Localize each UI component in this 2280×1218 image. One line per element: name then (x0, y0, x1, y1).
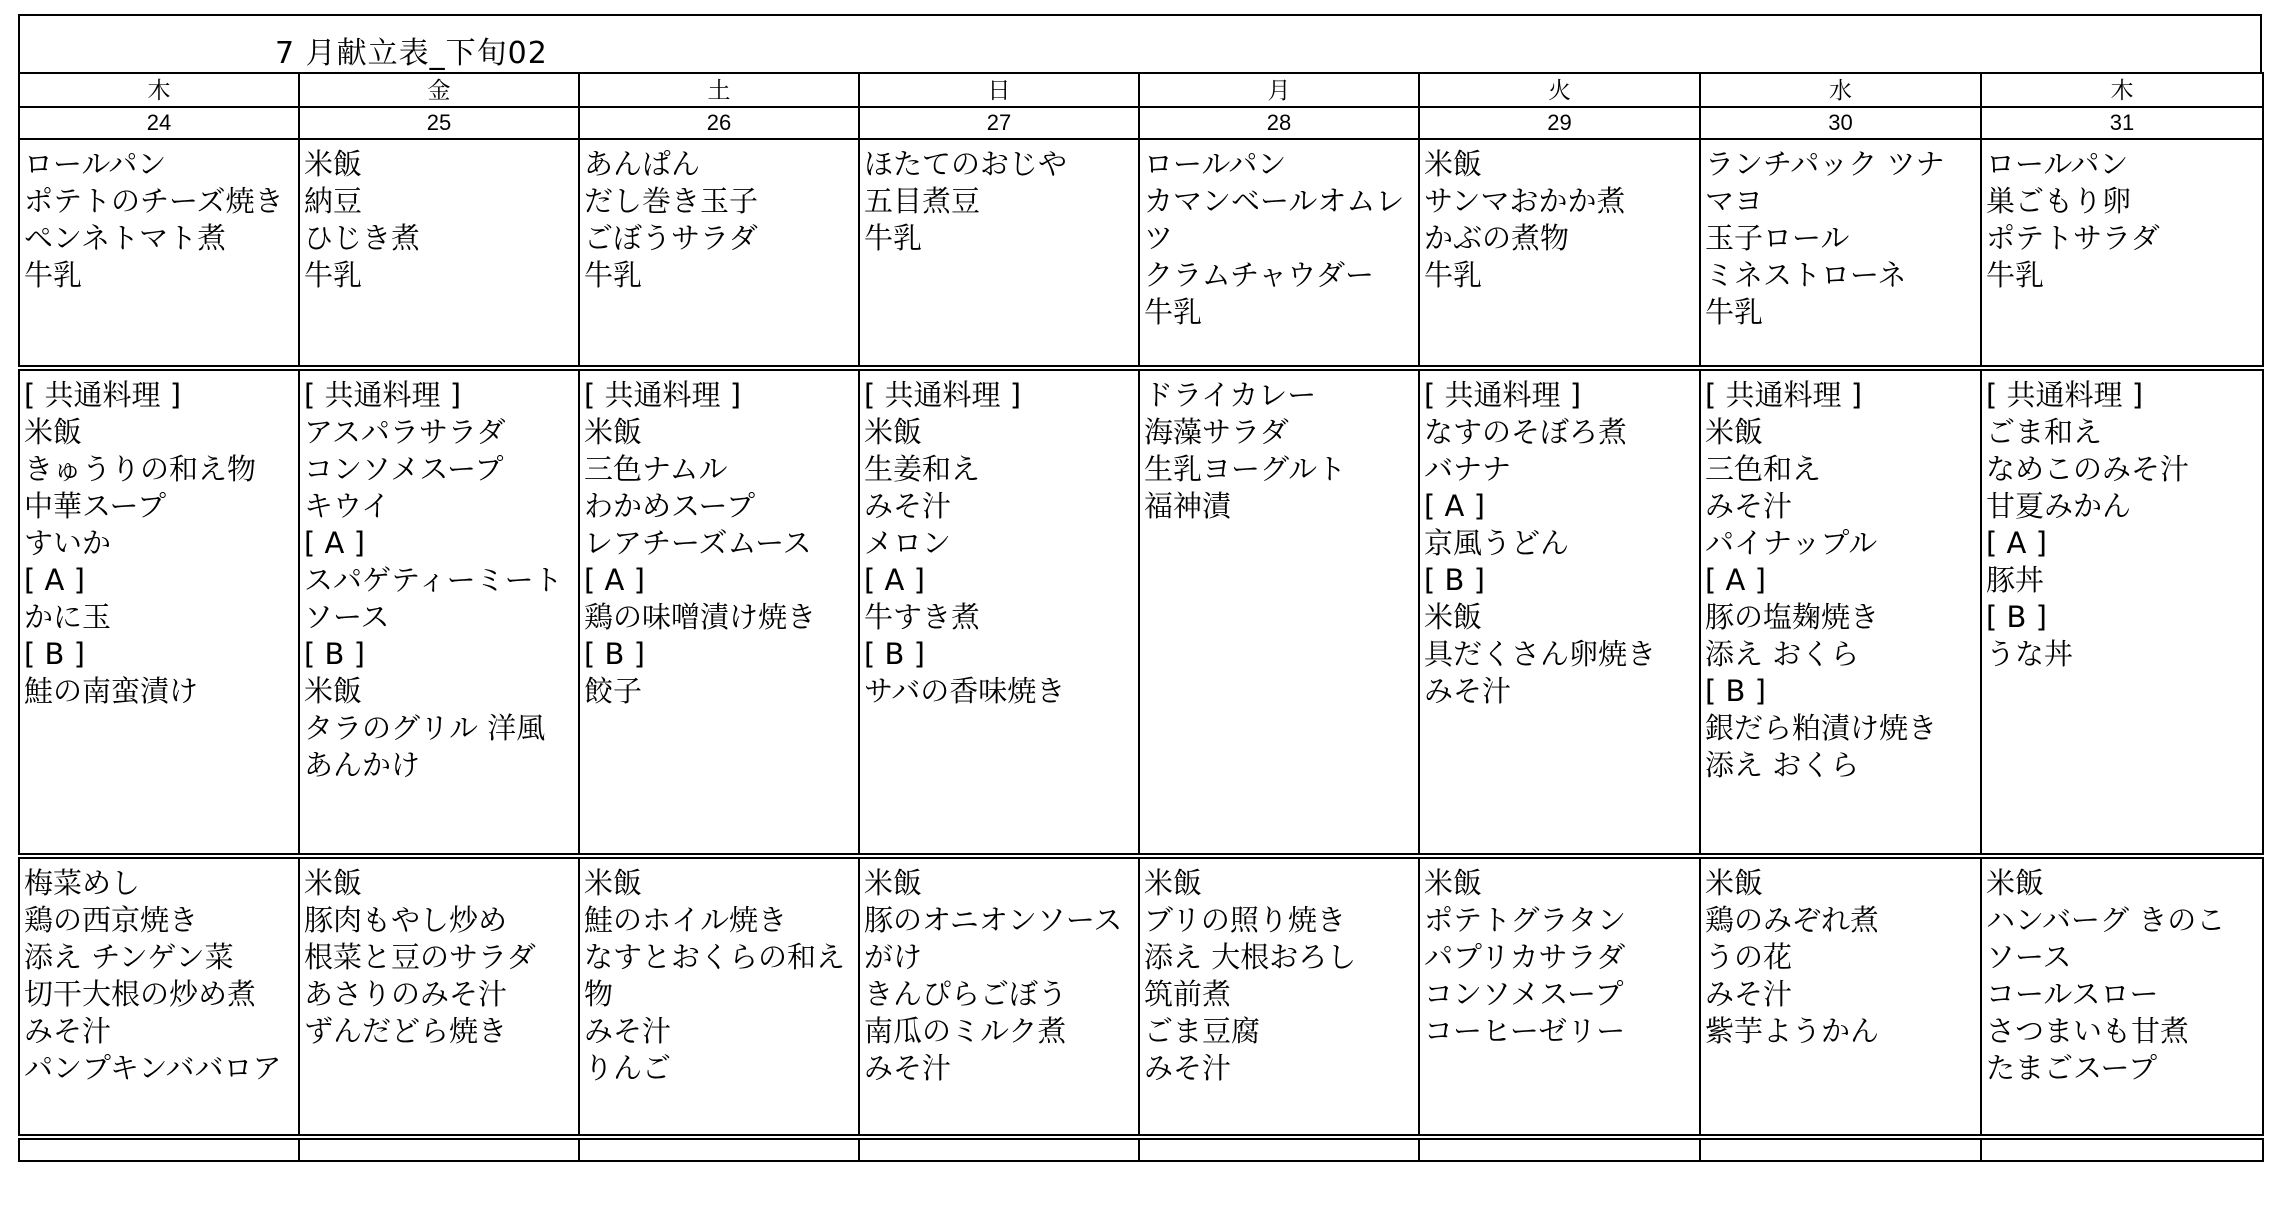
date-cell: 26 (579, 107, 859, 139)
date-cell: 25 (299, 107, 579, 139)
dinner-cell (1419, 856, 1700, 1137)
breakfast-cell (19, 139, 299, 368)
dinner-menu: 米飯 ブリの照り焼き 添え 大根おろし 筑前煮 ごま豆腐 みそ汁 (1144, 866, 1357, 1085)
calorie-cell (579, 1137, 859, 1161)
calorie-cell (19, 1137, 299, 1161)
weekday-cell: 月 (1139, 73, 1419, 107)
breakfast-cell (579, 139, 859, 368)
weekday-cell: 火 (1419, 73, 1700, 107)
lunch-cell (19, 368, 299, 856)
breakfast-cell (1981, 139, 2263, 368)
breakfast-cell (1139, 139, 1419, 368)
weekday-cell: 金 (299, 73, 579, 107)
calorie-cell (1419, 1137, 1700, 1161)
lunch-cell (579, 368, 859, 856)
date-cell: 28 (1139, 107, 1419, 139)
breakfast-menu: ランチパック ツナ マヨ 玉子ロール ミネストローネ 牛乳 (1705, 147, 1945, 329)
lunch-menu: [ 共通料理 ] 米飯 三色ナムル わかめスープ レアチーズムース [ A ] 鶏の味噌漬け焼き [ B ] 餃子 (584, 378, 817, 708)
weekday-cell: 木 (1981, 73, 2263, 107)
date-cell: 30 (1700, 107, 1981, 139)
dinner-cell (859, 856, 1139, 1137)
weekday-cell: 水 (1700, 73, 1981, 107)
calorie-cell (859, 1137, 1139, 1161)
dinner-cell (579, 856, 859, 1137)
lunch-row (19, 368, 2263, 856)
breakfast-menu: ロールパン カマンベールオムレ ツ クラムチャウダー 牛乳 (1144, 147, 1405, 329)
lunch-cell (1419, 368, 1700, 856)
menu-sheet (18, 14, 2262, 1162)
dinner-cell (19, 856, 299, 1137)
dinner-menu: 米飯 鮭のホイル焼き なすとおくらの和え 物 みそ汁 りんご (584, 866, 846, 1085)
calorie-row (19, 1137, 2263, 1161)
breakfast-menu: 米飯 納豆 ひじき煮 牛乳 (304, 147, 421, 292)
dinner-cell (299, 856, 579, 1137)
lunch-menu: [ 共通料理 ] 米飯 三色和え みそ汁 パイナップル [ A ] 豚の塩麹焼き 添え おくら [ B ] 銀だら粕漬け焼き 添え おくら (1705, 378, 1938, 782)
dinner-menu: 梅菜めし 鶏の西京焼き 添え チンゲン菜 切干大根の炒め煮 みそ汁 パンプキンババロア (24, 866, 282, 1085)
dinner-row (19, 856, 2263, 1137)
breakfast-menu: 米飯 サンマおかか煮 かぶの煮物 牛乳 (1424, 147, 1626, 292)
breakfast-row (19, 139, 2263, 368)
dinner-menu: 米飯 豚のオニオンソース がけ きんぴらごぼう 南瓜のミルク煮 みそ汁 (864, 866, 1123, 1085)
breakfast-menu: ほたてのおじや 五目煮豆 牛乳 (864, 147, 1068, 255)
date-cell: 29 (1419, 107, 1700, 139)
date-cell: 27 (859, 107, 1139, 139)
breakfast-cell (299, 139, 579, 368)
breakfast-menu: ロールパン 巣ごもり卵 ポテトサラダ 牛乳 (1986, 147, 2160, 292)
dinner-menu: 米飯 ハンバーグ きのこ ソース コールスロー さつまいも甘煮 たまごスープ (1986, 866, 2226, 1085)
weekday-cell: 日 (859, 73, 1139, 107)
breakfast-cell (1700, 139, 1981, 368)
dinner-menu: 米飯 鶏のみぞれ煮 うの花 みそ汁 紫芋ようかん (1705, 866, 1880, 1048)
dinner-cell (1700, 856, 1981, 1137)
dinner-menu: 米飯 豚肉もやし炒め 根菜と豆のサラダ あさりのみそ汁 ずんだどら焼き (304, 866, 536, 1048)
breakfast-menu: ロールパン ポテトのチーズ焼き ペンネトマト煮 牛乳 (24, 147, 284, 292)
calorie-cell (1981, 1137, 2263, 1161)
weekday-row (19, 73, 2263, 107)
calorie-cell (299, 1137, 579, 1161)
lunch-cell (859, 368, 1139, 856)
lunch-menu: [ 共通料理 ] アスパラサラダ コンソメスープ キウイ [ A ] スパゲティーミート ソース [ B ] 米飯 タラのグリル 洋風 あんかけ (304, 378, 563, 782)
lunch-menu: ドライカレー 海藻サラダ 生乳ヨーグルト 福神漬 (1144, 378, 1347, 523)
weekday-cell: 土 (579, 73, 859, 107)
breakfast-cell (859, 139, 1139, 368)
weekday-cell: 木 (19, 73, 299, 107)
dinner-menu: 米飯 ポテトグラタン パプリカサラダ コンソメスープ コーヒーゼリー (1424, 866, 1627, 1048)
dinner-cell (1139, 856, 1419, 1137)
lunch-menu: [ 共通料理 ] ごま和え なめこのみそ汁 甘夏みかん [ A ] 豚丼 [ B ] うな丼 (1986, 378, 2190, 671)
date-cell: 24 (19, 107, 299, 139)
lunch-cell (1139, 368, 1419, 856)
page-title: 7 月献立表_下旬02 (275, 36, 548, 71)
lunch-menu: [ 共通料理 ] なすのそぼろ煮 バナナ [ A ] 京風うどん [ B ] 米飯 具だくさん卵焼き みそ汁 (1424, 378, 1657, 708)
date-cell: 31 (1981, 107, 2263, 139)
menu-table (18, 72, 2264, 1162)
breakfast-cell (1419, 139, 1700, 368)
calorie-cell (1700, 1137, 1981, 1161)
lunch-cell (1981, 368, 2263, 856)
calorie-cell (1139, 1137, 1419, 1161)
dinner-cell (1981, 856, 2263, 1137)
title-row (18, 14, 2262, 72)
lunch-menu: [ 共通料理 ] 米飯 生姜和え みそ汁 メロン [ A ] 牛すき煮 [ B ] サバの香味焼き (864, 378, 1066, 708)
lunch-cell (299, 368, 579, 856)
breakfast-menu: あんぱん だし巻き玉子 ごぼうサラダ 牛乳 (584, 147, 759, 292)
lunch-cell (1700, 368, 1981, 856)
lunch-menu: [ 共通料理 ] 米飯 きゅうりの和え物 中華スープ すいか [ A ] かに玉 [ B ] 鮭の南蛮漬け (24, 378, 257, 708)
date-row (19, 107, 2263, 139)
